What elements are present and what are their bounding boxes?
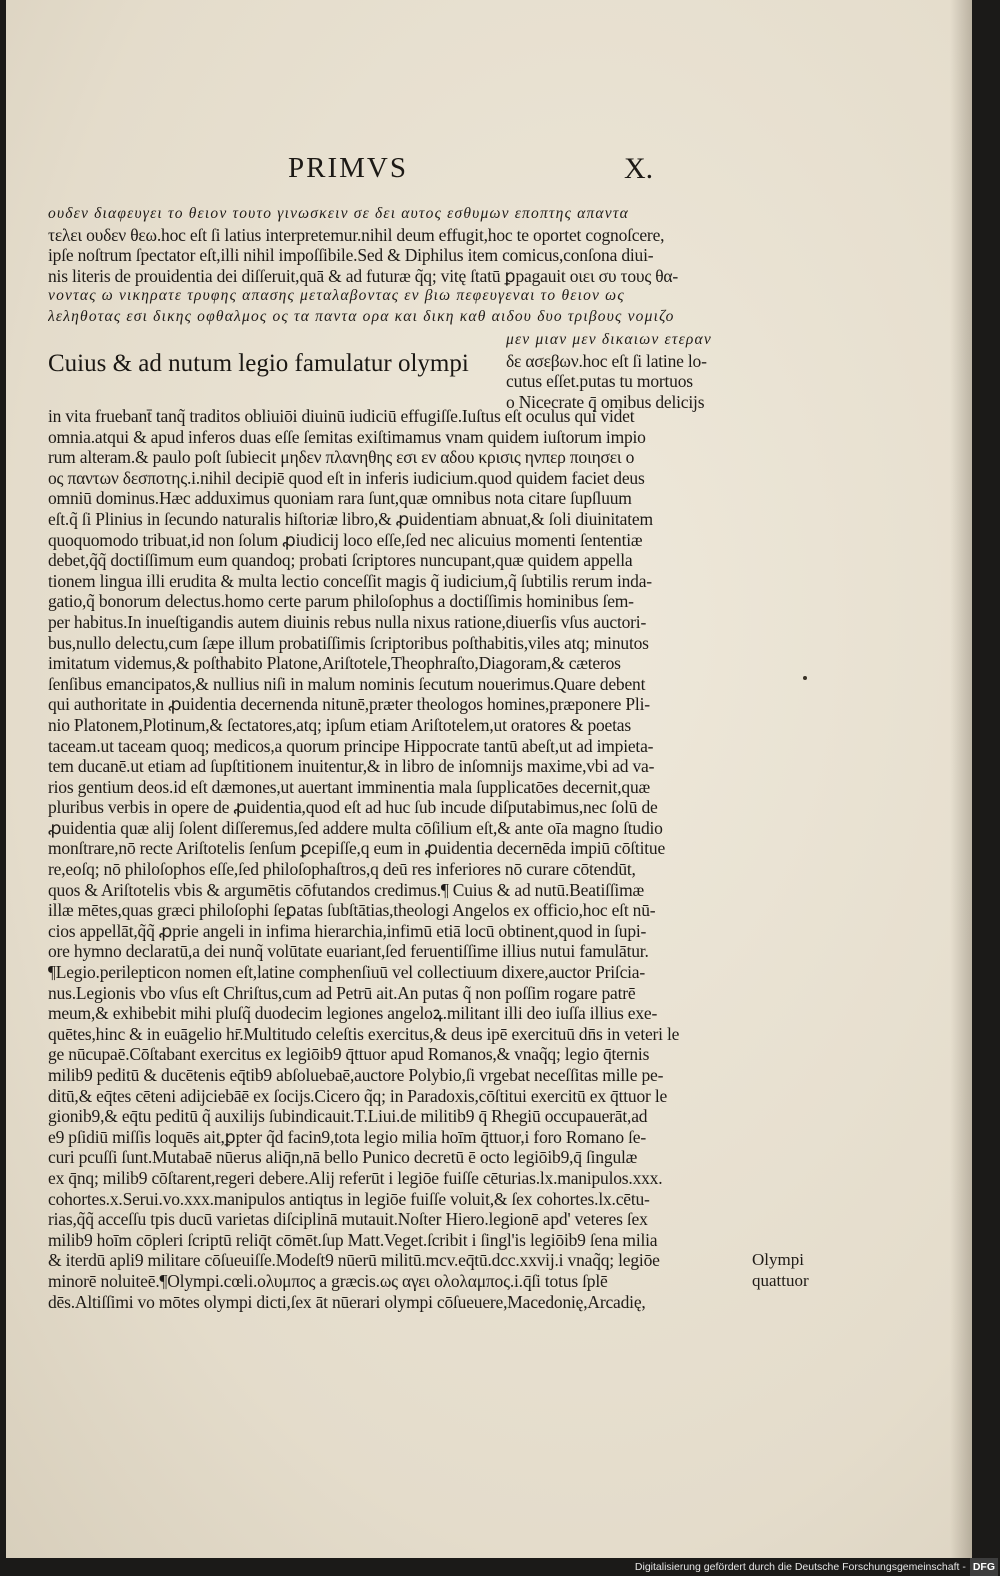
marginal-note-line: Olympi: [752, 1250, 804, 1269]
text-line: milib9 peditū & ducētenis eq̄tib9 abſoluebaē,auctore Polybio,ſi vrgebat neceſſitas mille pe-: [48, 1065, 664, 1085]
text-line: ꝓuidentia quæ alij ſolent diſſeremus,ſed addere multa cōſilium eſt,& ante oīa magno ſtudio: [48, 817, 663, 838]
text-line: nis literis de prouidentia dei diſſeruit,quā & ad futuræ q̃q; vitę ſtatū ꝑpagauit οιει συ τους θα-: [48, 265, 679, 286]
text-line: pluribus verbis in opere de ꝓuidentia,quod eſt ad huc ſub incude diſputabimus,nec ſolū de: [48, 797, 658, 818]
footer-credit: Digitalisierung gefördert durch die Deutsche Forschungsgemeinschaft -: [634, 1561, 966, 1573]
marginal-note: [752, 1250, 809, 1291]
text-line: nus.Legionis vbo vſus eſt Chriſtus,cum ad Petrū ait.An putas q̃ non poſſim rogare patrē: [48, 982, 636, 1003]
text-line: ore hymno declaratū,a dei nunq̃ volūtate euariant,ſed feruentiſſime illius nutui famulātur.: [48, 941, 649, 962]
text-line: qui authoritate in ꝓuidentia decernenda nitunē,præter theologos homines,præponere Pli-: [48, 694, 650, 715]
text-line: ex q̄nq; milib9 cōſtarent,regeri debere.Alij referūt i legiōe fuiſſe cēturias.lx.manipulos.xxx.: [48, 1167, 663, 1188]
text-line: ipſe noſtrum ſpectator eſt,illi nihil impoſſibile.Sed & Diphilus item comicus,conſona diui-: [48, 245, 654, 266]
text-line: bus,nullo delectu,cum ſæpe illum probatiſſimis ſcriptoribus poſthabitis,viles atq; minutos: [48, 632, 649, 653]
right-column-text: [506, 330, 776, 412]
text-line: illæ mētes,quas græci philoſophi ſeꝑatas ſubſtātias,theologi Angelos ex officio,hoc eſt nū-: [48, 900, 656, 921]
text-line: & iterdū apli9 militare cōſueuiſſe.Modeſt9 nūerū militū.mcv.eq̄tū.dcc.xxvij.i vnaq̃q; legiōe: [48, 1250, 660, 1271]
opening-text-block: [48, 204, 760, 328]
text-line: rios gentium deos.id eſt dæmones,ut auertant imminentia mala ſupplicatōes decernit,quæ: [48, 776, 650, 797]
text-line: μεν μιαν μεν δικαιων ετεραν: [506, 331, 712, 348]
text-line: gatio,q̃ bonorum delectus.homo certe parum philoſophus a doctiſſimis hominibus ſem-: [48, 591, 634, 612]
text-line: rum alteram.& paulo poſt ſubiecit μηδεν πλανηθης εσι εν αδου κρισις ηνπερ ποιησει ο: [48, 447, 635, 468]
text-line: ge nūcupaē.Cōſtabant exercitus ex legiōib9 q̄ttuor apud Romanos,& vnaq̃q; legio q̄ternis: [48, 1044, 650, 1065]
text-line: cutus eſſet.putas tu mortuos: [506, 371, 693, 392]
main-text-block: [48, 406, 760, 1312]
text-line: taceam.ut taceam quoq; medicos,a quorum principe Hippocrate tantū abeſt,ut ad impieta-: [48, 735, 654, 756]
page-header: [6, 152, 972, 192]
text-line: in vita fruebant̄ tanq̃ traditos obliuiōi diuinū iudiciū effugiſſe.Iuſtus eſt oculus qui videt: [48, 406, 635, 426]
digitization-footer: [580, 1558, 1000, 1576]
text-line: omniū dominus.Hæc adduximus quoniam rara ſunt,quæ omnibus nota citare ſupſluum: [48, 488, 632, 509]
text-line: cohortes.x.Serui.vo.xxx.manipulos antiqtus in legiōe fuiſſe voluit,& ſex cohortes.lx.cētu-: [48, 1188, 650, 1209]
text-line: meum,& exhibebit mihi pluſq̃ duodecim legiones angeloꝝ.militant illi deo iuſſa illius exe-: [48, 1003, 658, 1024]
running-title: PRIMVS: [288, 152, 408, 184]
text-line: λεληθοτας εσι δικης οφθαλμος ος τα παντα ορα και δικη καθ αιδου δυο τριβους νομιζο: [48, 307, 675, 325]
text-line: dēs.Altiſſimi vo mōtes olympi dicti,ſex āt nūerari olympi cōſueuere,Macedonię,Arcadię,: [48, 1291, 646, 1312]
text-line: ¶Legio.perilepticon nomen eſt,latine comphenſiuū vel collectiuum dixere,auctor Priſcia-: [48, 962, 645, 983]
text-line: omnia.atqui & apud inferos duas eſſe ſemitas exiſtimamus vnam quidem iuſtorum impio: [48, 426, 646, 447]
text-line: quos & Ariſtotelis vbis & argumētis cōfutandos credimus.¶ Cuius & ad nutū.Beatiſſimæ: [48, 879, 644, 900]
folio-number: X.: [624, 152, 654, 185]
text-line: milib9 hoīm cōpleri ſcriptū reliq̄t cōmēt.ſup Matt.Veget.ſcribit i ſingl'is legiōib9 ſena milia: [48, 1229, 658, 1250]
text-line: ουδεν διαφευγει το θειον τουτο γινωσκειν σε δει αυτος εσθυμων εποπτης απαντα: [48, 205, 629, 222]
marginal-note-line: quattuor: [752, 1270, 809, 1290]
text-line: ditū,& eq̄tes cēteni adijciebāē ex ſocijs.Cicero q̃q; in Paradoxis,cōſtitui exercitū ex q̄ttuor le: [48, 1085, 668, 1106]
text-line: tionem lingua illi erudita & multa lectio conceſſit magis q̃ iudicium,q̃ ſubtilis rerum inda-: [48, 570, 652, 591]
text-line: imitatum videmus,& poſthabito Platone,Ariſtotele,Theophraſto,Diagoram,& cæteros: [48, 653, 621, 674]
ink-speck: [803, 676, 807, 680]
text-line: debet,q̃q̃ doctiſſimum eum quandoq; probati ſcriptores nuncupant,quæ quidem appella: [48, 550, 633, 571]
text-line: quētes,hinc & in euāgelio hr̄.Multitudo celeſtis exercitus,& deus ipē exercituū dn̄s in veteri le: [48, 1023, 680, 1044]
text-line: o Nicecrate q̄ omibus delicijs: [506, 391, 705, 412]
book-page: [6, 0, 972, 1558]
text-line: e9 pſidiū miſſis loquēs ait,ꝑpter q̃d facin9,tota legio milia hoīm q̄ttuor,i foro Romano ſe-: [48, 1126, 646, 1147]
text-line: δε ασεβων.hoc eſt ſi latine lo-: [506, 350, 707, 371]
text-line: curi pcuſſi ſunt.Mutabaē nūerus aliq̄n,nā bello Punico decretū ē octo legiōib9,q̄ ſingulæ: [48, 1147, 638, 1168]
text-line: rias,q̃q̃ acceſſu tpis ducū varietas diſciplinā mutauit.Noſter Hiero.legionē apd' veteres ſex: [48, 1209, 648, 1230]
lemma-heading: Cuius & ad nutum legio famulatur olympi: [48, 350, 469, 377]
text-line: ſenſibus emancipatos,& nullius niſi in malum nominis ſecutum nouerimus.Quare debent: [48, 673, 646, 694]
dfg-logo: DFG: [970, 1558, 998, 1576]
text-line: minorē noluiteē.¶Olympi.cœli.ολυμπος a græcis.ως αγει ολολαμπος.i.q̄ſi totus ſplē: [48, 1270, 608, 1291]
text-line: gionib9,& eq̄tu peditū q̃ auxilijs ſubindicauit.T.Liui.de militib9 q̄ Rhegiū occupauerāt,ad: [48, 1106, 648, 1127]
text-line: tem ducanē.ut etiam ad ſupſtitionem inuitentur,& in libro de inſomnijs maxime,vbi ad va-: [48, 756, 655, 777]
text-line: νοντας ω νικηρατε τρυφης απασης μεταλαβοντας εν βιω πεφευγεναι το θειον ως: [48, 287, 625, 305]
text-line: re,eoſq; nō philoſophos eſſe,ſed philoſophaſtros,q deū res inferiores nō curare cōtendūt,: [48, 859, 636, 880]
text-line: per habitus.In inueſtigandis autem diuinis rebus nulla nixus ratione,diuerſis vſus auctori-: [48, 611, 647, 632]
text-line: eſt.q̃ ſi Plinius in ſecundo naturalis hiſtoriæ libro,& ꝓuidentiam abnuat,& ſoli diuinitatem: [48, 508, 653, 529]
text-line: cios appellāt,q̃q̃ ꝓprie angeli in infima hierarchia,infimū etiā locū obtinent,quod in ſupi-: [48, 920, 647, 941]
text-line: monſtrare,nō recte Ariſtotelis ſenſum ꝑcepiſſe,q eum in ꝓuidentia decernēda impiū cōſtitue: [48, 838, 666, 859]
text-line: τελει ουδεν θεω.hoc eſt ſi latius interpretemur.nihil deum effugit,hoc te oportet cognoſcere,: [48, 224, 665, 245]
text-line: nio Platonem,Plotinum,& ſectatores,atq; ipſum etiam Ariſtotelem,ut oratores & poetas: [48, 714, 631, 735]
page-shadow-edge: [950, 0, 972, 1558]
text-line: quoquomodo tribuat,id non ſolum ꝓiudicij loco eſſe,ſed nec alicuius momenti ſententiæ: [48, 529, 643, 550]
text-line: ος παντων δεσποτης.i.nihil decipiē quod eſt in inferis iudicium.quod quidem faciet deus: [48, 467, 645, 488]
